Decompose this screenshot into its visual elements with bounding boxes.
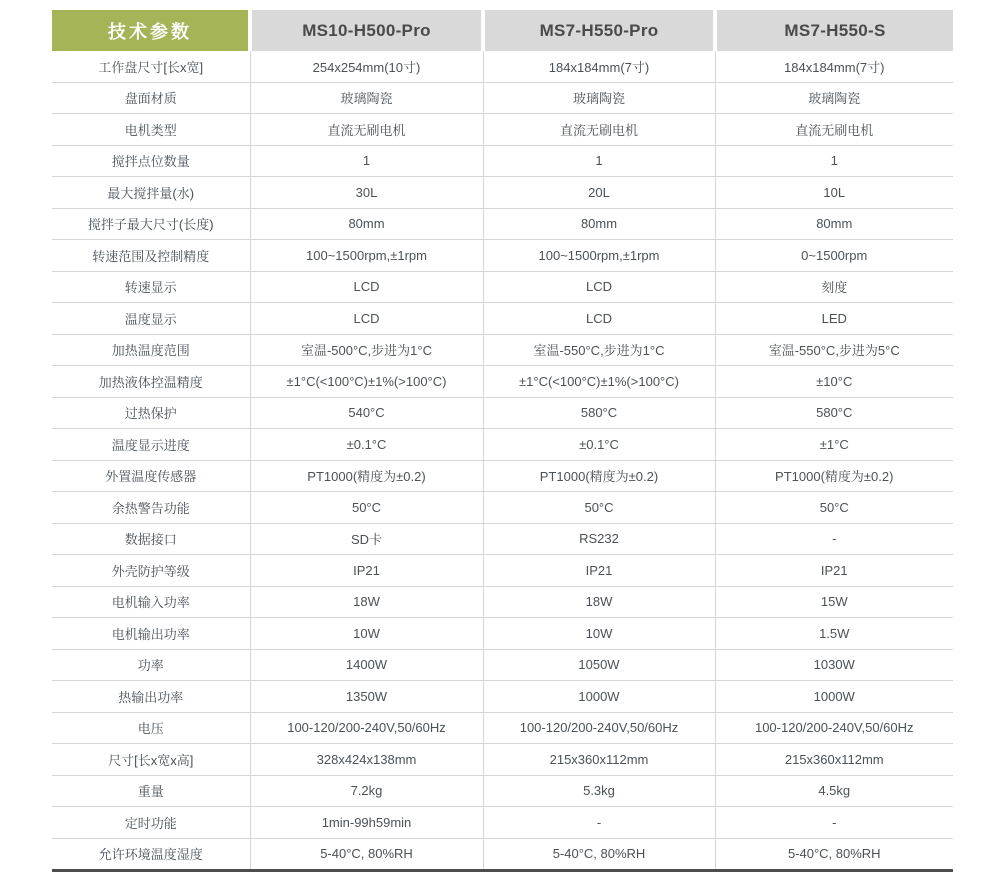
cell-value: 580°C [483,397,715,429]
row-label: 电机输出功率 [52,618,250,650]
row-label: 最大搅拌量(水) [52,177,250,209]
cell-value: IP21 [715,555,953,587]
cell-value: 20L [483,177,715,209]
table-row [52,712,953,744]
cell-value: 80mm [250,208,483,240]
cell-value: LCD [483,271,715,303]
cell-value: 80mm [715,208,953,240]
cell-value: 328x424x138mm [250,744,483,776]
row-label: 允许环境温度湿度 [52,838,250,871]
table-row [52,114,953,146]
row-label: 电机输入功率 [52,586,250,618]
cell-value: 1000W [715,681,953,713]
spec-table-body [52,51,953,871]
table-row [52,397,953,429]
table-row [52,208,953,240]
cell-value: 50°C [715,492,953,524]
cell-value: 10W [483,618,715,650]
table-row [52,460,953,492]
cell-value: 刻度 [715,271,953,303]
row-label: 温度显示 [52,303,250,335]
cell-value: 80mm [483,208,715,240]
row-label: 数据接口 [52,523,250,555]
table-row [52,618,953,650]
cell-value: 7.2kg [250,775,483,807]
header-row [52,10,953,51]
cell-value: 4.5kg [715,775,953,807]
cell-value: 室温-500°C,步进为1°C [250,334,483,366]
table-row [52,838,953,871]
row-label: 转速范围及控制精度 [52,240,250,272]
cell-value: 5-40°C, 80%RH [250,838,483,871]
cell-value: LCD [250,303,483,335]
table-row [52,51,953,82]
cell-value: 50°C [483,492,715,524]
cell-value: - [715,523,953,555]
cell-value: 540°C [250,397,483,429]
table-row [52,177,953,209]
cell-value: ±0.1°C [483,429,715,461]
cell-value: 5.3kg [483,775,715,807]
cell-value: 10W [250,618,483,650]
model-header-ms7-h550-pro: MS7-H550-Pro [483,10,715,51]
cell-value: LCD [483,303,715,335]
table-row [52,555,953,587]
cell-value: 玻璃陶瓷 [715,82,953,114]
row-label: 加热液体控温精度 [52,366,250,398]
table-row [52,744,953,776]
cell-value: 10L [715,177,953,209]
cell-value: 1000W [483,681,715,713]
cell-value: PT1000(精度为±0.2) [715,460,953,492]
cell-value: ±1°C [715,429,953,461]
row-label: 转速显示 [52,271,250,303]
row-label: 搅拌点位数量 [52,145,250,177]
cell-value: ±1°C(<100°C)±1%(>100°C) [250,366,483,398]
row-label: 余热警告功能 [52,492,250,524]
cell-value: RS232 [483,523,715,555]
row-label: 加热温度范围 [52,334,250,366]
cell-value: 18W [483,586,715,618]
row-label: 功率 [52,649,250,681]
row-label: 电机类型 [52,114,250,146]
cell-value: 1400W [250,649,483,681]
cell-value: - [715,807,953,839]
cell-value: 184x184mm(7寸) [483,51,715,82]
cell-value: 0~1500rpm [715,240,953,272]
table-row [52,271,953,303]
row-label: 外置温度传感器 [52,460,250,492]
row-label: 热输出功率 [52,681,250,713]
cell-value: IP21 [250,555,483,587]
cell-value: 玻璃陶瓷 [250,82,483,114]
table-row [52,240,953,272]
cell-value: 室温-550°C,步进为1°C [483,334,715,366]
cell-value: ±10°C [715,366,953,398]
cell-value: 直流无刷电机 [715,114,953,146]
cell-value: - [483,807,715,839]
cell-value: 直流无刷电机 [483,114,715,146]
cell-value: 580°C [715,397,953,429]
table-row [52,82,953,114]
row-label: 工作盘尺寸[长x宽] [52,51,250,82]
table-row [52,303,953,335]
table-row [52,334,953,366]
cell-value: ±0.1°C [250,429,483,461]
row-label: 外壳防护等级 [52,555,250,587]
cell-value: PT1000(精度为±0.2) [483,460,715,492]
cell-value: 1050W [483,649,715,681]
row-label: 温度显示进度 [52,429,250,461]
cell-value: 1 [250,145,483,177]
cell-value: 1 [483,145,715,177]
cell-value: 50°C [250,492,483,524]
cell-value: IP21 [483,555,715,587]
cell-value: 30L [250,177,483,209]
cell-value: PT1000(精度为±0.2) [250,460,483,492]
table-row [52,429,953,461]
cell-value: SD卡 [250,523,483,555]
corner-header-cell: 技术参数 [52,10,250,51]
table-row [52,586,953,618]
cell-value: 254x254mm(10寸) [250,51,483,82]
table-row [52,681,953,713]
cell-value: 1.5W [715,618,953,650]
row-label: 搅拌子最大尺寸(长度) [52,208,250,240]
cell-value: 室温-550°C,步进为5°C [715,334,953,366]
row-label: 尺寸[长x宽x高] [52,744,250,776]
cell-value: 1min-99h59min [250,807,483,839]
model-header-ms10-h500-pro: MS10-H500-Pro [250,10,483,51]
cell-value: 100~1500rpm,±1rpm [250,240,483,272]
spec-table [52,10,953,872]
cell-value: ±1°C(<100°C)±1%(>100°C) [483,366,715,398]
table-row [52,523,953,555]
cell-value: 15W [715,586,953,618]
cell-value: LED [715,303,953,335]
cell-value: 215x360x112mm [483,744,715,776]
cell-value: 玻璃陶瓷 [483,82,715,114]
table-row [52,775,953,807]
cell-value: 215x360x112mm [715,744,953,776]
table-row [52,807,953,839]
spec-table-header [52,10,953,51]
cell-value: 5-40°C, 80%RH [715,838,953,871]
table-row [52,492,953,524]
cell-value: 直流无刷电机 [250,114,483,146]
cell-value: 100~1500rpm,±1rpm [483,240,715,272]
row-label: 盘面材质 [52,82,250,114]
cell-value: 100-120/200-240V,50/60Hz [483,712,715,744]
row-label: 电压 [52,712,250,744]
cell-value: 100-120/200-240V,50/60Hz [715,712,953,744]
cell-value: 1 [715,145,953,177]
model-header-ms7-h550-s: MS7-H550-S [715,10,953,51]
cell-value: 1350W [250,681,483,713]
cell-value: 100-120/200-240V,50/60Hz [250,712,483,744]
table-row [52,145,953,177]
table-row [52,366,953,398]
cell-value: 184x184mm(7寸) [715,51,953,82]
table-row [52,649,953,681]
row-label: 定时功能 [52,807,250,839]
cell-value: 1030W [715,649,953,681]
row-label: 过热保护 [52,397,250,429]
cell-value: 5-40°C, 80%RH [483,838,715,871]
row-label: 重量 [52,775,250,807]
cell-value: 18W [250,586,483,618]
cell-value: LCD [250,271,483,303]
